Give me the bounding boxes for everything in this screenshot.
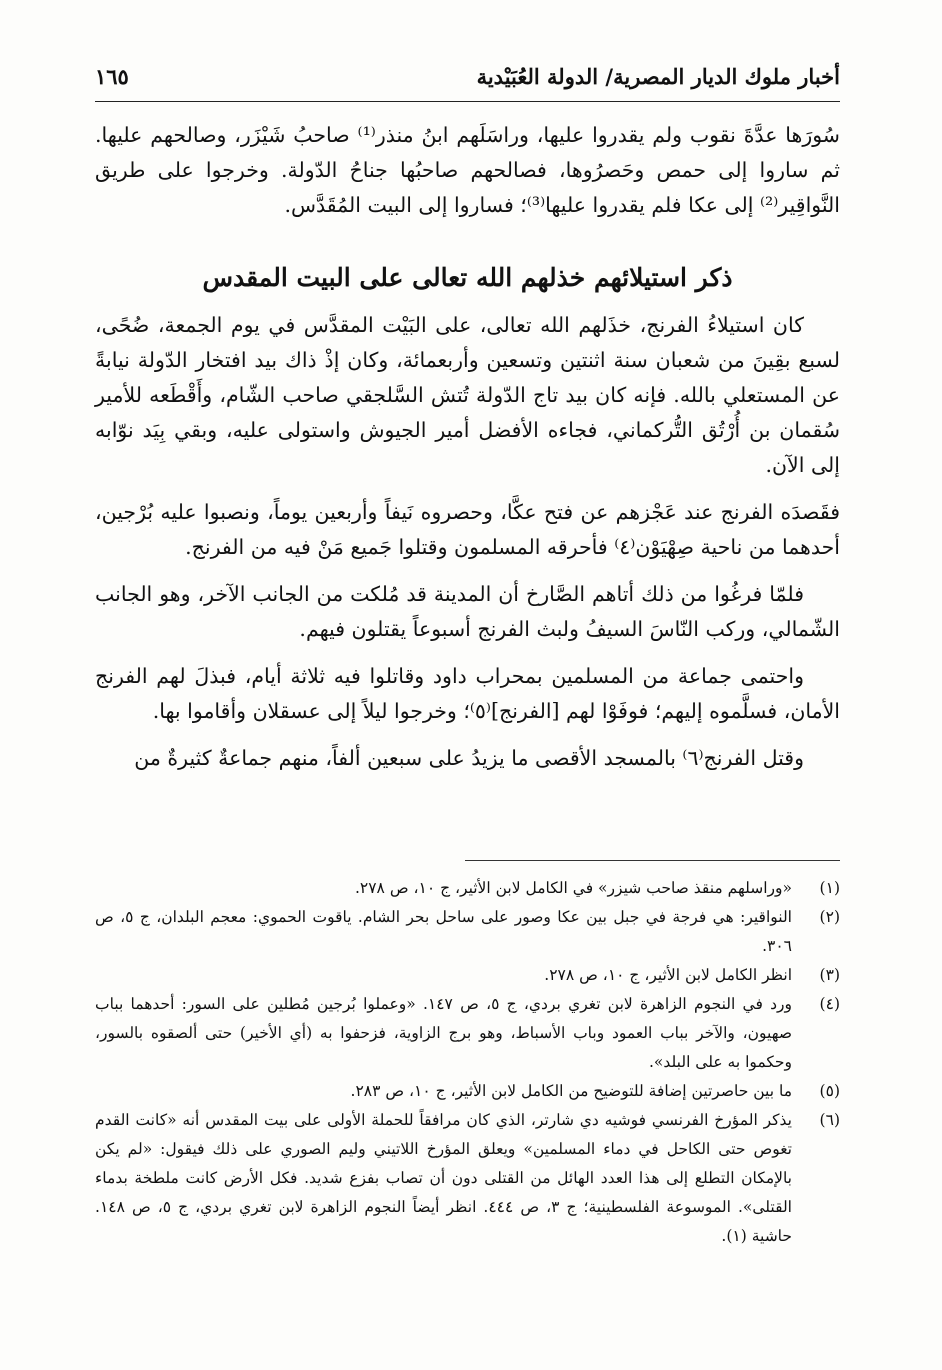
footnote-text: يذكر المؤرخ الفرنسي فوشيه دي شارتر، الذي كان مرافقاً للحملة الأولى على بيت المقدس أنه «كانت القدم تغوص حتى الكاحل في دماء المسلمين» ويعلق المؤرخ اللاتيني وليم الصوري على ذلك فيقول: «لم يكن بالإمكان التطلع إلى هذا العدد الهائل من القتلى دون أن تصاب بفزع شديد. فكل الأرض كانت ملطخة بدماء القتلى». الموسوعة الفلسطينية؛ ج ٣، ص ٤٤٤. انظر أيضاً النجوم الزاهرة لابن تغري بردي، ج ٥، ص ١٤٨. حاشية (١).: [95, 1111, 792, 1245]
footnote-number: (٣): [819, 966, 840, 984]
footnote: [95, 874, 840, 903]
book-page: [95, 60, 840, 1350]
footnote-number: (١): [819, 879, 840, 897]
main-text: [95, 308, 840, 788]
intro-paragraph: سُورَها عدَّةَ نقوب ولم يقدروا عليها، وراسَلَهم ابنُ منذر⁽¹⁾ صاحبُ شَيْزَر، وصالحهم عليها. ثم ساروا إلى حمص وحَصرُوها، فصالحهم صاحبُها جناحُ الدّولة. وخرجوا على طريق النَّواقِير⁽²⁾ إلى عكا فلم يقدروا عليها⁽³⁾؛ فساروا إلى البيت المُقَدَّس.: [95, 123, 840, 217]
footnote: [95, 990, 840, 1077]
footnote: [95, 1077, 840, 1106]
paragraph-5: وقتل الفرنج⁽٦⁾ بالمسجد الأقصى ما يزيدُ على سبعين ألفاً، منهم جماعةٌ كثيرةٌ من: [134, 746, 804, 770]
paragraph-4: واحتمى جماعة من المسلمين بمحراب داود وقاتلوا فيه ثلاثة أيام، فبذلَ لهم الفرنج الأمان، فسلَّموه إليهم؛ فوفَوْا لهم [الفرنج]⁽٥⁾؛ وخرجوا ليلاً إلى عسقلان وأقاموا بها.: [95, 664, 840, 723]
footnote-text: انظر الكامل لابن الأثير، ج ١٠، ص ٢٧٨.: [544, 966, 792, 984]
footnote-number: (٢): [819, 908, 840, 926]
footnote-number: (٥): [819, 1082, 840, 1100]
page-number: ١٦٥: [95, 64, 129, 89]
footnotes: [95, 874, 840, 1251]
footnote: [95, 961, 840, 990]
footnote: [95, 903, 840, 961]
paragraph-3: فلمّا فرغُوا من ذلك أتاهم الصَّارخ أن المدينة قد مُلكت من الجانب الآخر، وهو الجانب الشّمالي، وركب النّاسَ السيفُ ولبث الفرنج أسبوعاً يقتلون فيهم.: [95, 582, 840, 641]
intro-text: [95, 118, 840, 223]
footnote-text: ما بين حاصرتين إضافة للتوضيح من الكامل لابن الأثير، ج ١٠، ص ٢٨٣.: [350, 1082, 792, 1100]
running-header: [95, 60, 840, 98]
running-title: أخبار ملوك الديار المصرية/ الدولة العُبَيْدية: [476, 64, 840, 89]
footnote-text: النواقير: هي فرجة في جبل بين عكا وصور على ساحل بحر الشام. ياقوت الحموي: معجم البلدان، ج ٥، ص ٣٠٦.: [95, 908, 792, 955]
section-heading: ذكر استيلائهم خذلهم الله تعالى على البيت المقدس: [202, 263, 733, 292]
footnote-text: ورد في النجوم الزاهرة لابن تغري بردي، ج ٥، ص ١٤٧. «وعملوا بُرجين مُطلين على السور: أحدهما بباب صهيون، والآخر بباب العمود وباب الأسباط، وهو برج الزاوية، فزحفوا به (أي الأخير) حتى ألصقوه بالسور، وحكموا به على البلد».: [95, 995, 792, 1071]
paragraph-2: فقَصدَه الفرنج عند عَجْزهم عن فتح عكَّا، وحصروه نَيفاً وأربعين يوماً، ونصبوا عليه بُرْجين، أحدهما من ناحية صِهْيَوْن⁽٤⁾ فأحرقه المسلمون وقتلوا جَميع مَنْ فيه من الفرنج.: [95, 500, 840, 559]
paragraph-1: كان استيلاءُ الفرنج، خذَلهم الله تعالى، على البَيْت المقدَّس في يوم الجمعة، ضُحًى، لسبع بقِينَ من شعبان سنة اثنتين وتسعين وأربعمائة، وكان إذْ ذاك بيد افتخار الدّولة نيابةً عن المستعلي بالله. فإنه كان بيد تاج الدّولة تُتش السَّلجقي صاحب الشّام، وأَقْطَعه للأمير سُقمان بن أُرْتُق التُّركماني، فجاءه الأفضل أمير الجيوش واستولى عليه، وبقي بِيَد نوّابه إلى الآن.: [95, 313, 840, 477]
footnote: [95, 1106, 840, 1251]
footnote-number: (٤): [819, 995, 840, 1013]
footnote-number: (٦): [819, 1111, 840, 1129]
header-rule: [95, 101, 840, 102]
footnote-rule: [465, 860, 840, 861]
footnote-text: «وراسلهم منقذ صاحب شيزر» في الكامل لابن الأثير، ج ١٠، ص ٢٧٨.: [354, 879, 792, 897]
